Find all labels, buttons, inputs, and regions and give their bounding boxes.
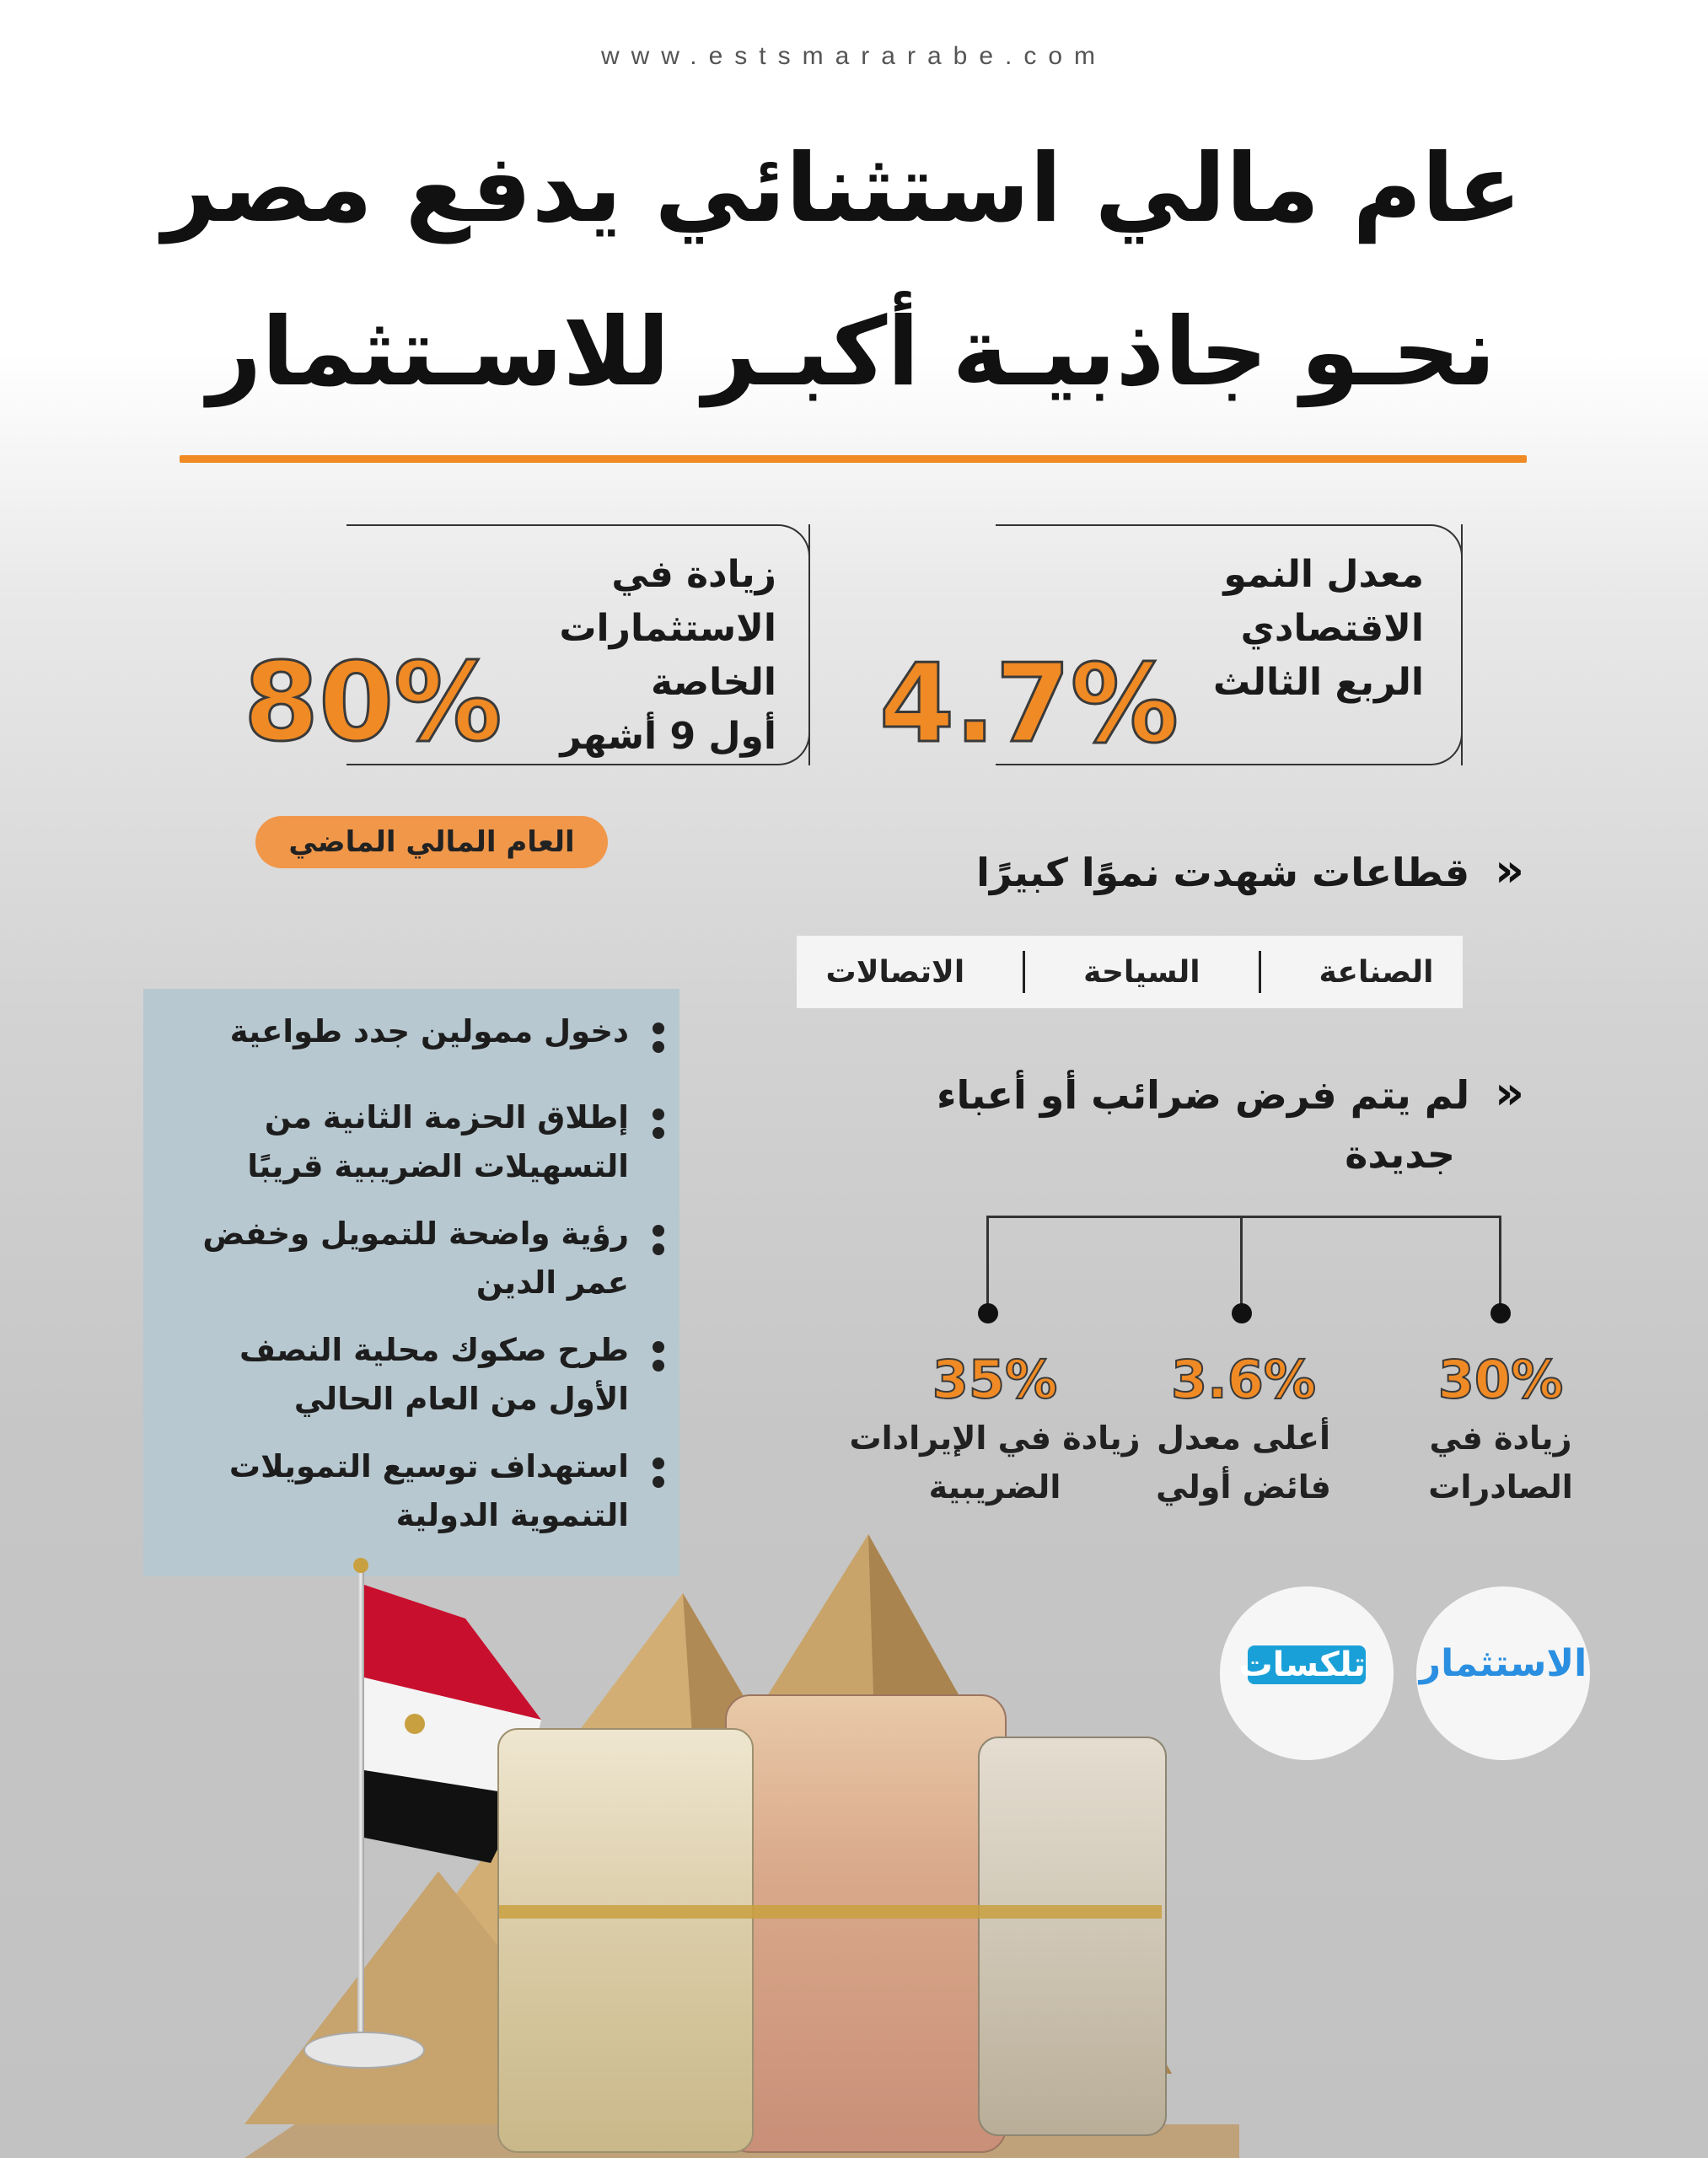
bullet-icon — [653, 1023, 664, 1060]
measure-line: إطلاق الحزمة الثانية من — [264, 1099, 629, 1135]
flag-pole-cap — [353, 1558, 368, 1573]
bullet-icon — [653, 1225, 664, 1262]
taxes-heading-text: جديدة — [1345, 1131, 1455, 1177]
stat-card-investment — [244, 524, 810, 765]
stat-label-line: زيادة في — [611, 553, 776, 596]
tree-node-dot — [978, 1303, 998, 1323]
sector-item: الاتصالات — [825, 954, 965, 990]
period-badge: العام المالي الماضي — [255, 816, 608, 868]
bullet-icon — [653, 1109, 664, 1146]
flag-pole — [357, 1568, 364, 2040]
measure-item — [191, 1093, 629, 1191]
measure-line: طرح صكوك محلية النصف — [239, 1332, 629, 1368]
result-value: 3.6% — [1171, 1349, 1316, 1410]
tree-connector — [986, 1216, 1501, 1218]
measure-line: التسهيلات الضريبية قريبًا — [247, 1148, 629, 1184]
logo-telexat — [1220, 1586, 1394, 1760]
flag-pole-base — [303, 2032, 425, 2069]
taxes-heading — [833, 1064, 1524, 1184]
logo-telexat-text: تلكسات — [1238, 1645, 1366, 1684]
double-chevron-icon: « — [1495, 844, 1524, 897]
stat-card-edge — [808, 524, 810, 765]
tree-connector — [986, 1216, 989, 1310]
result-label-line: أعلى معدل — [1156, 1420, 1331, 1457]
sector-divider — [1023, 951, 1025, 993]
result-value: 30% — [1437, 1349, 1564, 1410]
result-label-line: الصادرات — [1428, 1468, 1573, 1506]
taxes-heading-text: لم يتم فرض ضرائب أو أعباء — [937, 1072, 1470, 1118]
stat-label-line: أول 9 أشهر — [560, 715, 776, 758]
result-label-line: زيادة في — [1429, 1420, 1572, 1457]
stat-label-line: الربع الثالث — [1212, 661, 1424, 704]
tree-node-dot — [1232, 1303, 1252, 1323]
measure-line: رؤية واضحة للتمويل وخفض — [202, 1216, 629, 1252]
result-value: 35% — [932, 1349, 1058, 1410]
measure-line: التنموية الدولية — [395, 1497, 629, 1533]
measures-panel — [143, 989, 679, 1576]
site-url: www.estsmararabe.com — [600, 42, 1108, 70]
logo-estesmar-text: الاستثمار — [1419, 1642, 1587, 1685]
measure-item — [191, 1007, 629, 1056]
tree-connector — [1240, 1216, 1243, 1310]
measure-line: استهداف توسيع التمويلات — [228, 1448, 629, 1484]
bullet-icon — [653, 1341, 664, 1378]
banknote-bundle-right — [978, 1737, 1167, 2136]
result-surplus — [1117, 1349, 1370, 1511]
banknote-band — [499, 1905, 1162, 1919]
sector-item: السياحة — [1083, 954, 1200, 990]
result-label-line: الضريبية — [928, 1468, 1061, 1506]
page-title-line-1: عام مالي استثنائي يدفع مصر — [162, 134, 1522, 244]
sectors-bar — [797, 936, 1463, 1008]
stat-value: 4.7% — [879, 641, 1179, 767]
stat-value: 80% — [244, 640, 502, 765]
measure-line: دخول ممولين جدد طواعية — [229, 1013, 629, 1049]
result-label — [843, 1414, 1147, 1511]
title-divider — [180, 455, 1527, 463]
stat-label-line: الاستثمارات الخاصة — [559, 607, 776, 704]
measure-item — [191, 1210, 629, 1307]
tree-connector — [1499, 1216, 1501, 1310]
measure-item — [191, 1326, 629, 1424]
double-chevron-icon: « — [1495, 1066, 1524, 1119]
stat-label-line: الاقتصادي — [1240, 607, 1424, 650]
bullet-icon — [653, 1457, 664, 1495]
result-label-line: زيادة في الإيرادات — [849, 1420, 1141, 1457]
page-title-line-2: نحـو جاذبيـة أكبـر للاسـتثمار — [207, 298, 1496, 407]
result-exports — [1391, 1349, 1610, 1511]
banknote-bundle-left — [497, 1728, 754, 2153]
stat-label — [1171, 548, 1424, 710]
stat-label-line: معدل النمو — [1223, 553, 1424, 596]
sectors-heading-text: قطاعات شهدت نموًا كبيرًا — [976, 850, 1470, 895]
banknote-bundle-200 — [725, 1694, 1007, 2153]
stat-card-edge — [1461, 524, 1463, 765]
result-tax-revenue — [843, 1349, 1147, 1511]
sector-divider — [1259, 951, 1261, 993]
tree-node-dot — [1490, 1303, 1511, 1323]
result-label-line: فائض أولي — [1156, 1468, 1331, 1506]
logo-estesmar — [1416, 1586, 1590, 1760]
measure-line: عمر الدين — [475, 1264, 629, 1301]
stat-card-growth — [879, 524, 1463, 767]
measure-line: الأول من العام الحالي — [293, 1381, 629, 1417]
result-label — [1117, 1414, 1370, 1511]
sector-item: الصناعة — [1319, 954, 1434, 990]
sectors-heading — [833, 841, 1524, 902]
result-label — [1391, 1414, 1610, 1511]
